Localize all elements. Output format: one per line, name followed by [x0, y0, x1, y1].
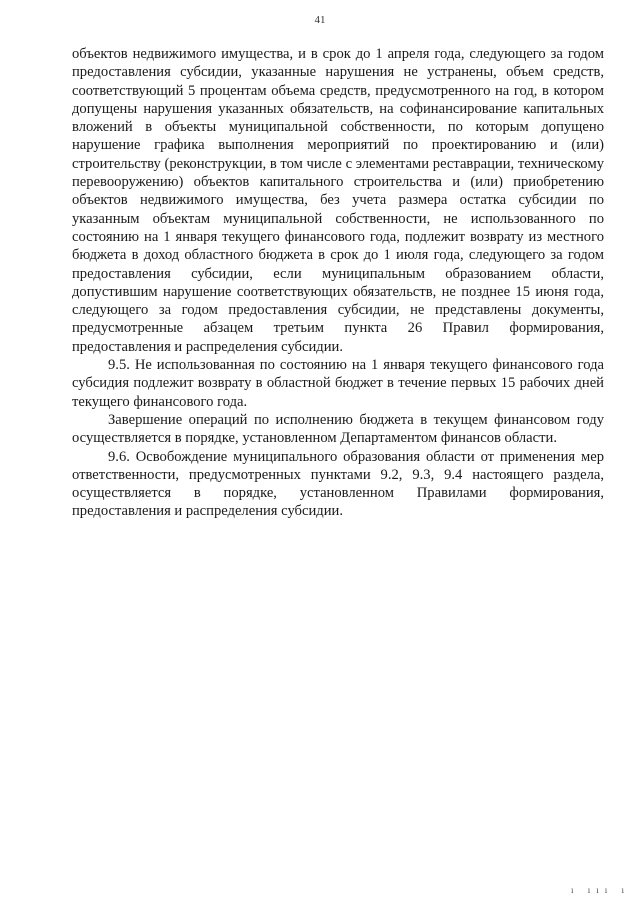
document-body — [72, 45, 604, 521]
paragraph-budget-completion: Завершение операций по исполнению бюджета в текущем финансовом году осуществляется в порядке, установленном Департаментом финансов области. — [72, 411, 604, 447]
paragraph-1: объектов недвижимого имущества, и в срок до 1 апреля года, следующего за годом предоставления субсидии, указанные нарушения не устранены, объем средств, соответствующий 5 процентам объема средств, предусмотренного на год, в котором допущены нарушения указанных обязательств, на софинансирование капитальных вложений в объекты муниципальной собственности, по которым допущено нарушение графика выполнения мероприятий по проектированию и (или) строительству (реконструкции, в том числе с элементами реставрации, техническому перевооружению) объектов капитального строительства и (или) приобретению объектов недвижимого имущества, без учета размера остатка субсидии по указанным объектам муниципальной собственности, не использованного по состоянию на 1 января текущего финансового года, подлежит возврату из местного бюджета в доход областного бюджета в срок до 1 июля года, следующего за годом предоставления субсидии, если муниципальным образованием области, допустившим нарушение соответствующих обязательств, не позднее 15 июня года, следующего за годом предоставления субсидии, не представлены документы, предусмотренные абзацем третьим пункта 26 Правил формирования, предоставления и распределения субсидии. — [72, 46, 604, 355]
scan-marks: ı ııı ı — [570, 885, 630, 895]
paragraph-9-5: 9.5. Не использованная по состоянию на 1 января текущего финансового года субсидия подлежит возврату в областной бюджет в течение первых 15 рабочих дней текущего финансового года. — [72, 357, 604, 410]
page-number: 41 — [314, 14, 326, 26]
paragraph-9-6: 9.6. Освобождение муниципального образования области от применения мер ответственности, предусмотренных пунктами 9.2, 9.3, 9.4 настоящего раздела, осуществляется в порядке, установленном Правилами формирования, предоставления и распределения субсидии. — [72, 448, 604, 520]
